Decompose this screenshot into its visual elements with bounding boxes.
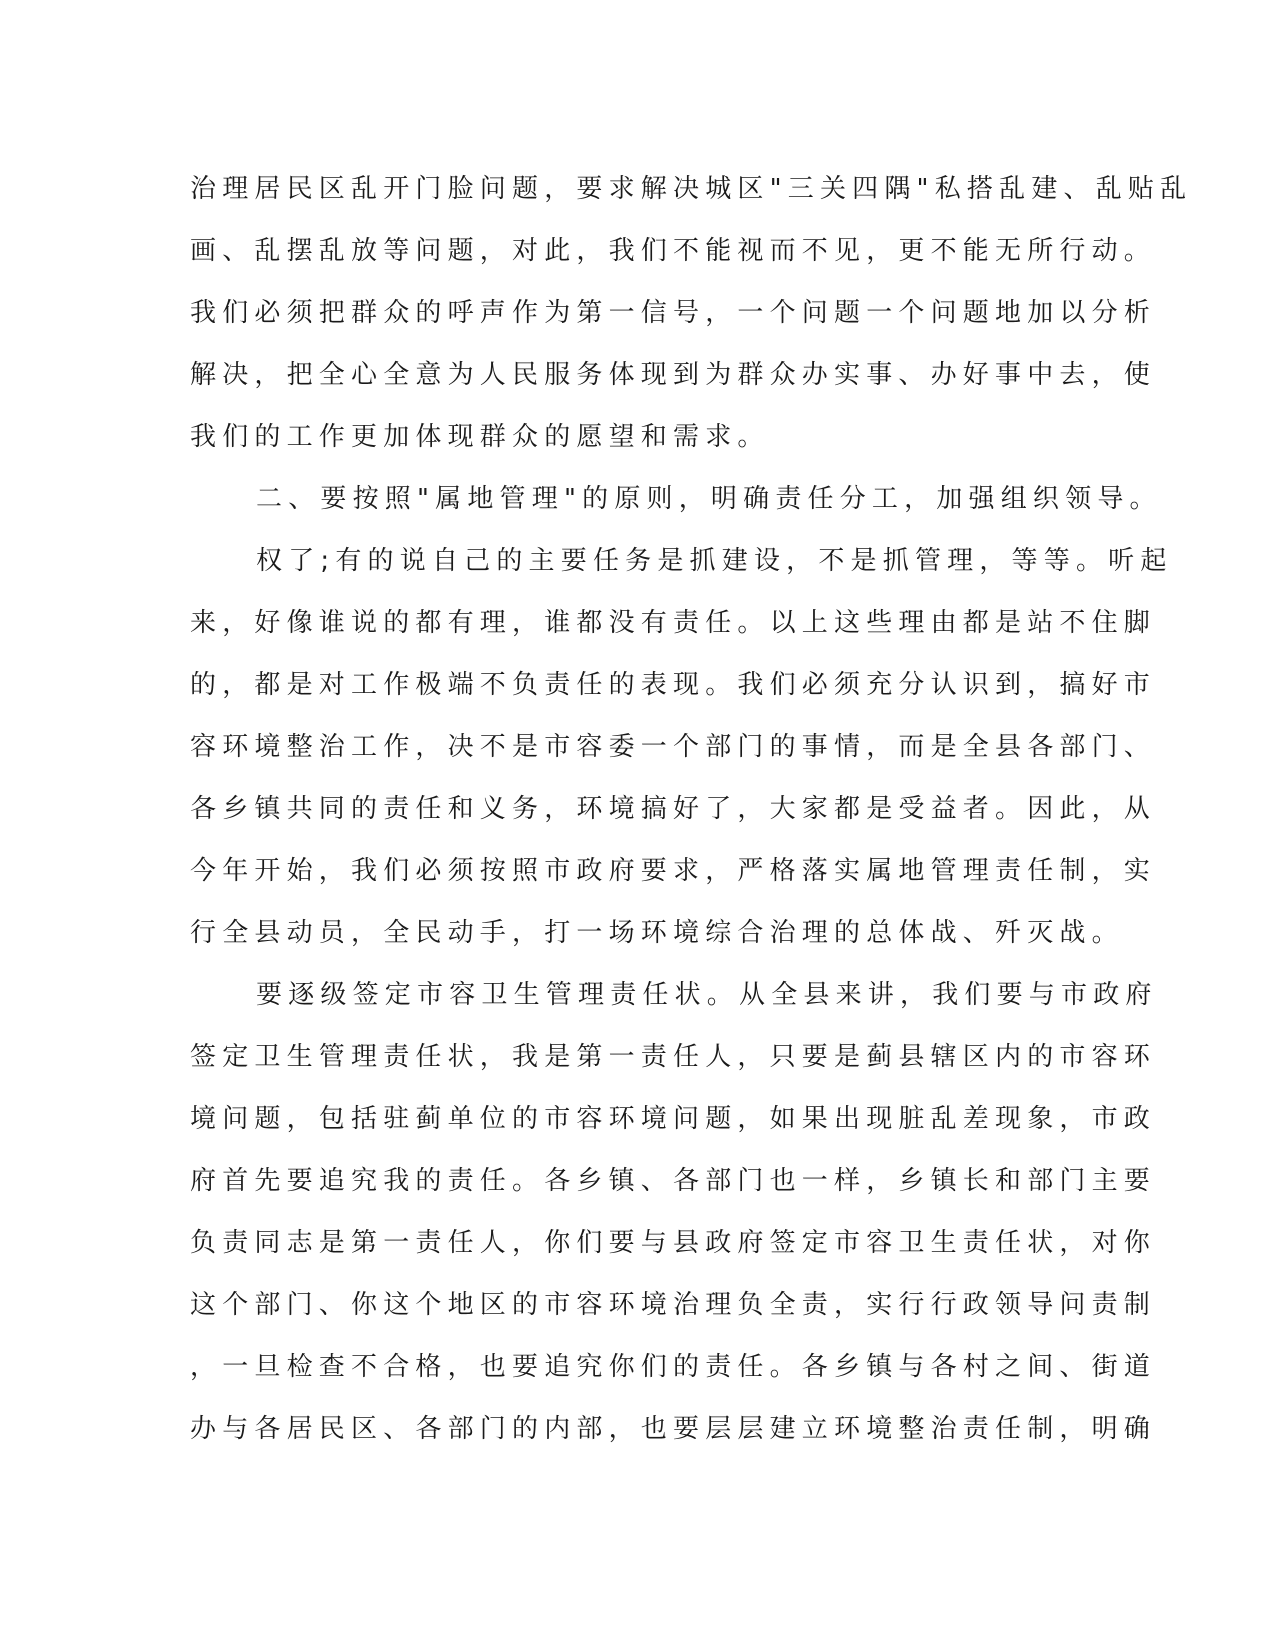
text-line: 来，好像谁说的都有理，谁都没有责任。以上这些理由都是站不住脚 [190,608,1157,638]
text-line: 今年开始，我们必须按照市政府要求，严格落实属地管理责任制，实 [190,856,1157,886]
body-text [190,158,1193,1460]
text-line: 的，都是对工作极端不负责任的表现。我们必须充分认识到，搞好市 [190,670,1157,700]
text-line: 我们必须把群众的呼声作为第一信号，一个问题一个问题地加以分析 [190,298,1157,328]
text-line: 各乡镇共同的责任和义务，环境搞好了，大家都是受益者。因此，从 [190,794,1157,824]
text-line: 权了;有的说自己的主要任务是抓建设，不是抓管理，等等。听起 [256,546,1173,576]
text-line: 我们的工作更加体现群众的愿望和需求。 [190,422,770,452]
text-line: ，一旦检查不合格，也要追究你们的责任。各乡镇与各村之间、街道 [190,1352,1157,1382]
text-line: 境问题，包括驻蓟单位的市容环境问题，如果出现脏乱差现象，市政 [190,1104,1157,1134]
text-line: 容环境整治工作，决不是市容委一个部门的事情，而是全县各部门、 [190,732,1157,762]
text-line: 负责同志是第一责任人，你们要与县政府签定市容卫生责任状，对你 [190,1228,1157,1258]
text-line: 解决，把全心全意为人民服务体现到为群众办实事、办好事中去，使 [190,360,1157,390]
text-line: 办与各居民区、各部门的内部，也要层层建立环境整治责任制，明确 [190,1414,1157,1444]
text-line: 行全县动员，全民动手，打一场环境综合治理的总体战、歼灭战。 [190,918,1124,948]
text-line: 这个部门、你这个地区的市容环境治理负全责，实行行政领导问责制 [190,1290,1157,1320]
text-line: 府首先要追究我的责任。各乡镇、各部门也一样，乡镇长和部门主要 [190,1166,1157,1196]
section-heading: 二、要按照"属地管理"的原则，明确责任分工，加强组织领导。 [256,484,1162,514]
text-line: 签定卫生管理责任状，我是第一责任人，只要是蓟县辖区内的市容环 [190,1042,1157,1072]
text-line: 画、乱摆乱放等问题，对此，我们不能视而不见，更不能无所行动。 [190,236,1157,266]
text-line: 治理居民区乱开门脸问题，要求解决城区"三关四隅"私搭乱建、乱贴乱 [190,174,1193,204]
text-line: 要逐级签定市容卫生管理责任状。从全县来讲，我们要与市政府 [256,980,1158,1010]
